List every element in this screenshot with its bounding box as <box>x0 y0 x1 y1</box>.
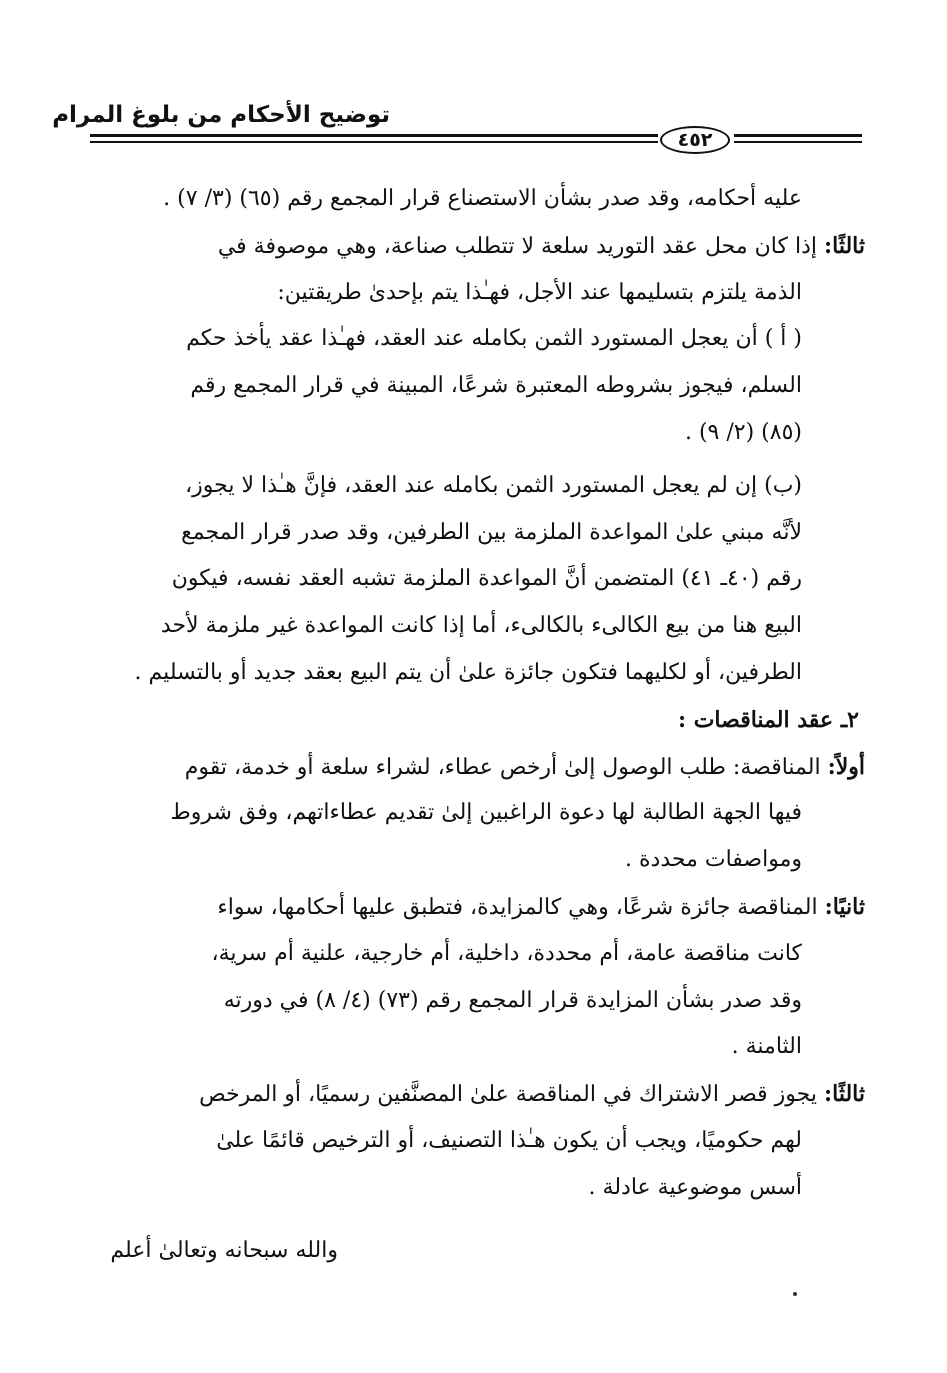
text-line: (ب) إن لم يعجل المستورد الثمن بكامله عند العقد، فإنَّ هـٰذا لا يجوز، <box>185 472 802 498</box>
item-tender-first <box>95 744 865 791</box>
closing-phrase: والله سبحانه وتعالىٰ أعلم <box>110 1237 338 1263</box>
text-line: يجوز قصر الاشتراك في المناقصة علىٰ المصنَّفين رسميًا، أو المرخص <box>199 1082 817 1108</box>
page-number: ٤٥٢ <box>660 126 730 154</box>
section-heading: ٢ـ عقد المناقصات : <box>677 706 859 733</box>
header-rule-thick-left <box>90 134 658 137</box>
item-tender-third <box>95 1071 865 1118</box>
item-supply-third <box>95 223 865 270</box>
item-tender-second <box>95 884 865 931</box>
text-line: لهم حكوميًا، ويجب أن يكون هـٰذا التصنيف، أو الترخيص قائمًا علىٰ <box>216 1127 802 1153</box>
text-line: (٨٥) (٢/ ٩) . <box>684 419 802 445</box>
stray-dot <box>793 1292 797 1296</box>
text-line: الطرفين، أو لكليهما فتكون جائزة علىٰ أن يتم البيع بعقد جديد أو بالتسليم . <box>134 659 802 685</box>
text-line: لأنَّه مبني علىٰ المواعدة الملزمة بين الطرفين، وقد صدر قرار المجمع <box>181 519 802 545</box>
text-line: أسس موضوعية عادلة . <box>588 1174 802 1200</box>
header-rule-thin-right <box>734 141 862 143</box>
body-text <box>95 176 865 1274</box>
header-rule-thin-left <box>90 141 658 143</box>
text-line: وقد صدر بشأن المزايدة قرار المجمع رقم (٧٣) (٤/ ٨) في دورته <box>223 987 802 1013</box>
text-line: المناقصة جائزة شرعًا، وهي كالمزايدة، فتطبق عليها أحكامها، سواء <box>217 894 818 920</box>
header-rule-thick-right <box>734 134 862 137</box>
text-line: فيها الجهة الطالبة لها دعوة الراغبين إلىٰ تقديم عطاءاتهم، وفق شروط <box>170 800 802 826</box>
item-label: ثالثًا: <box>824 232 865 259</box>
text-line: عليه أحكامه، وقد صدر بشأن الاستصناع قرار المجمع رقم (٦٥) (٣/ ٧) . <box>163 186 802 211</box>
text-line: ( أ ) أن يعجل المستورد الثمن بكامله عند العقد، فهـٰذا عقد يأخذ حكم <box>186 326 802 352</box>
text-line: السلم، فيجوز بشروطه المعتبرة شرعًا، المبينة في قرار المجمع رقم <box>190 373 802 399</box>
item-label: ثالثًا: <box>824 1081 865 1108</box>
text-line: المناقصة: طلب الوصول إلىٰ أرخص عطاء، لشراء سلعة أو خدمة، تقوم <box>184 754 821 780</box>
text-line: البيع هنا من بيع الكالىء بالكالىء، أما إذا كانت المواعدة غير ملزمة لأحد <box>160 613 802 639</box>
text-line: الثامنة . <box>731 1034 802 1060</box>
item-label: ثانيًا: <box>824 893 865 920</box>
text-line: ومواصفات محددة . <box>625 847 802 873</box>
text-line: الذمة يلتزم بتسليمها عند الأجل، فهـٰذا يتم بإحدىٰ طريقتين: <box>277 279 802 305</box>
text-line: كانت مناقصة عامة، أم محددة، داخلية، أم خارجية، علنية أم سرية، <box>211 940 802 966</box>
text-line: رقم (٤٠ـ ٤١) المتضمن أنَّ المواعدة الملزمة تشبه العقد نفسه، فيكون <box>171 566 802 592</box>
running-title: توضيح الأحكام من بلوغ المرام <box>52 102 390 128</box>
text-line: إذا كان محل عقد التوريد سلعة لا تتطلب صناعة، وهي موصوفة في <box>217 233 817 259</box>
item-label: أولاً: <box>827 753 865 780</box>
